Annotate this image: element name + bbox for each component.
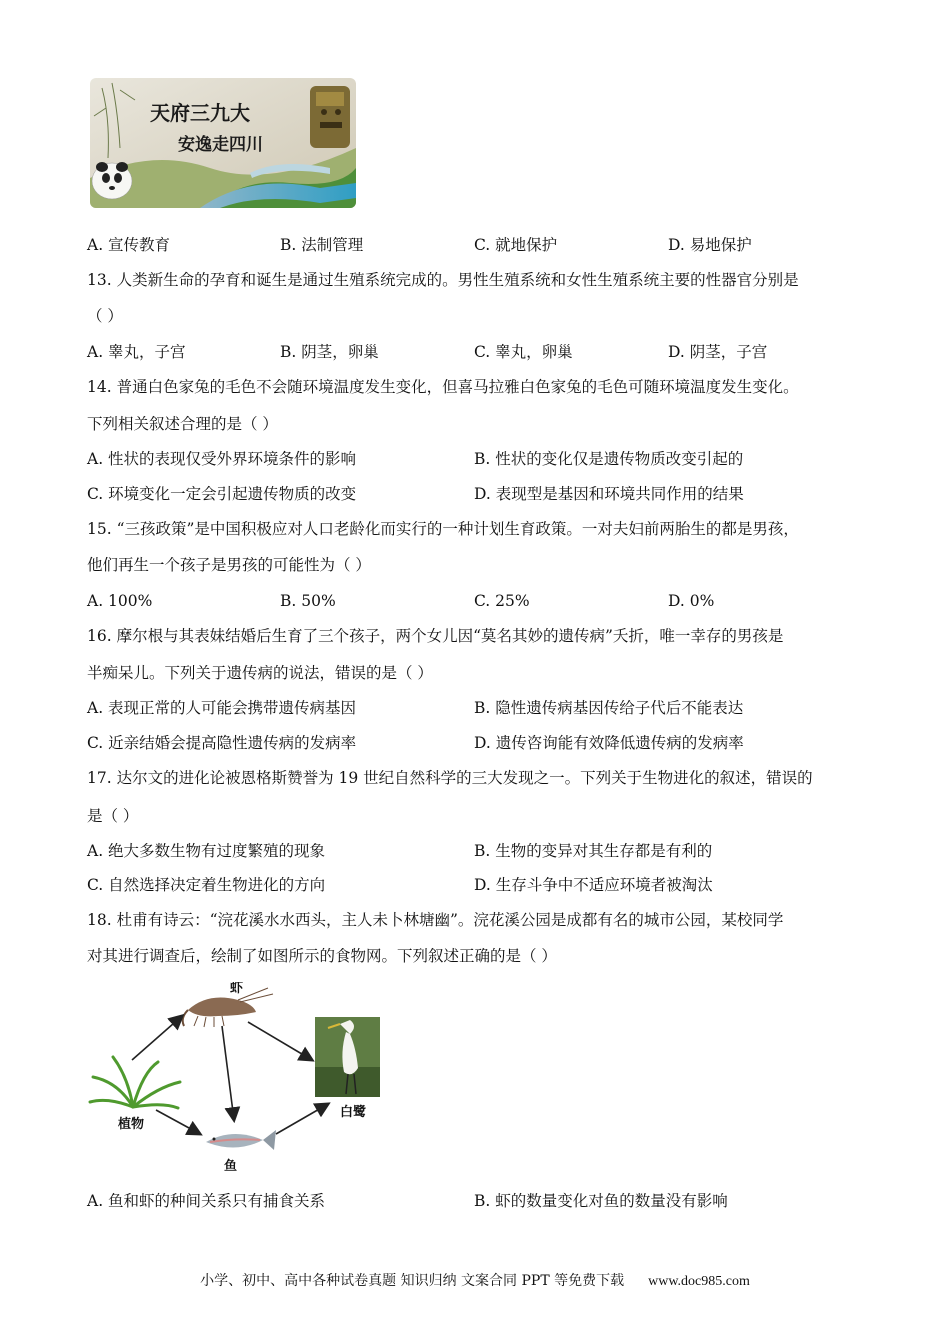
- shrimp-label: 虾: [230, 982, 244, 996]
- q16-option-a: A. 表现正常的人可能会携带遗传病基因: [87, 699, 357, 717]
- q12-option-a: A. 宣传教育: [87, 236, 171, 254]
- q15-option-c: C. 25%: [474, 592, 530, 610]
- q18-option-a: A. 鱼和虾的种间关系只有捕食关系: [87, 1192, 326, 1210]
- sichuan-banner-image: [90, 78, 356, 208]
- food-web-diagram: [88, 982, 388, 1182]
- q13-stem-line1: 13. 人类新生命的孕育和诞生是通过生殖系统完成的。男性生殖系统和女性生殖系统主要的性器官分别是: [87, 271, 799, 289]
- q15-option-a: A. 100%: [87, 592, 153, 610]
- q12-option-c: C. 就地保护: [474, 236, 558, 254]
- q17-option-d: D. 生存斗争中不适应环境者被淘汰: [474, 876, 713, 894]
- q14-option-b: B. 性状的变化仅是遗传物质改变引起的: [474, 450, 744, 468]
- q13-option-c: C. 睾丸，卵巢: [474, 343, 573, 361]
- q14-option-d: D. 表现型是基因和环境共同作用的结果: [474, 485, 744, 503]
- q15-option-b: B. 50%: [280, 592, 336, 610]
- q17-stem-line1: 17. 达尔文的进化论被恩格斯赞誉为 19 世纪自然科学的三大发现之一。下列关于生物进化的叙述，错误的: [87, 769, 813, 787]
- fish-image: [206, 1130, 276, 1150]
- q14-option-a: A. 性状的表现仅受外界环境条件的影响: [87, 450, 357, 468]
- footer-text: 小学、初中、高中各种试卷真题 知识归纳 文案合同 PPT 等免费下载: [200, 1273, 625, 1289]
- page-footer: [0, 1270, 950, 1290]
- fish-label: 鱼: [224, 1159, 238, 1174]
- egret-image: [315, 1017, 380, 1097]
- q16-stem-line2: 半痴呆儿。下列关于遗传病的说法，错误的是（ ）: [87, 664, 433, 682]
- q17-option-b: B. 生物的变异对其生存都是有利的: [474, 842, 713, 860]
- footer-site-link[interactable]: www.doc985.com: [648, 1274, 750, 1289]
- q16-option-d: D. 遗传咨询能有效降低遗传病的发病率: [474, 734, 744, 752]
- q15-stem-line1: 15. “三孩政策”是中国积极应对人口老龄化而实行的一种计划生育政策。一对夫妇前两胎生的都是男孩，: [87, 520, 799, 538]
- q18-stem-line1: 18. 杜甫有诗云：“浣花溪水水西头，主人未卜林塘幽”。浣花溪公园是成都有名的城市公园，某校同学: [87, 911, 784, 929]
- q17-option-c: C. 自然选择决定着生物进化的方向: [87, 876, 326, 894]
- q16-stem-line1: 16. 摩尔根与其表妹结婚后生育了三个孩子，两个女儿因“莫名其妙的遗传病”夭折，唯一幸存的男孩是: [87, 627, 784, 645]
- plant-image: [90, 1057, 180, 1108]
- q18-stem-line2: 对其进行调查后，绘制了如图所示的食物网。下列叙述正确的是（ ）: [87, 947, 557, 965]
- banner-title-line1: 天府三九大: [150, 101, 250, 125]
- q12-option-b: B. 法制管理: [280, 236, 364, 254]
- q13-option-b: B. 阴茎，卵巢: [280, 343, 379, 361]
- q13-option-d: D. 阴茎，子宫: [668, 343, 768, 361]
- q17-stem-line2: 是（ ）: [87, 807, 139, 825]
- banner-title-line2: 安逸走四川: [178, 135, 263, 155]
- q17-option-a: A. 绝大多数生物有过度繁殖的现象: [87, 842, 326, 860]
- q14-stem-line2: 下列相关叙述合理的是（ ）: [87, 415, 278, 433]
- q15-stem-line2: 他们再生一个孩子是男孩的可能性为（ ）: [87, 556, 371, 574]
- plant-label: 植物: [118, 1117, 145, 1132]
- q13-option-a: A. 睾丸，子宫: [87, 343, 186, 361]
- q12-option-d: D. 易地保护: [668, 236, 752, 254]
- shrimp-image: [183, 988, 273, 1027]
- egret-label: 白鹭: [340, 1105, 367, 1120]
- q14-option-c: C. 环境变化一定会引起遗传物质的改变: [87, 485, 357, 503]
- q15-option-d: D. 0%: [668, 592, 715, 610]
- q18-option-b: B. 虾的数量变化对鱼的数量没有影响: [474, 1192, 728, 1210]
- q16-option-b: B. 隐性遗传病基因传给子代后不能表达: [474, 699, 744, 717]
- q14-stem-line1: 14. 普通白色家兔的毛色不会随环境温度发生变化，但喜马拉雅白色家兔的毛色可随环境温度发生变化。: [87, 378, 799, 396]
- food-web-arrows: [132, 1016, 328, 1134]
- q13-stem-line2: （ ）: [87, 307, 123, 325]
- q16-option-c: C. 近亲结婚会提高隐性遗传病的发病率: [87, 734, 357, 752]
